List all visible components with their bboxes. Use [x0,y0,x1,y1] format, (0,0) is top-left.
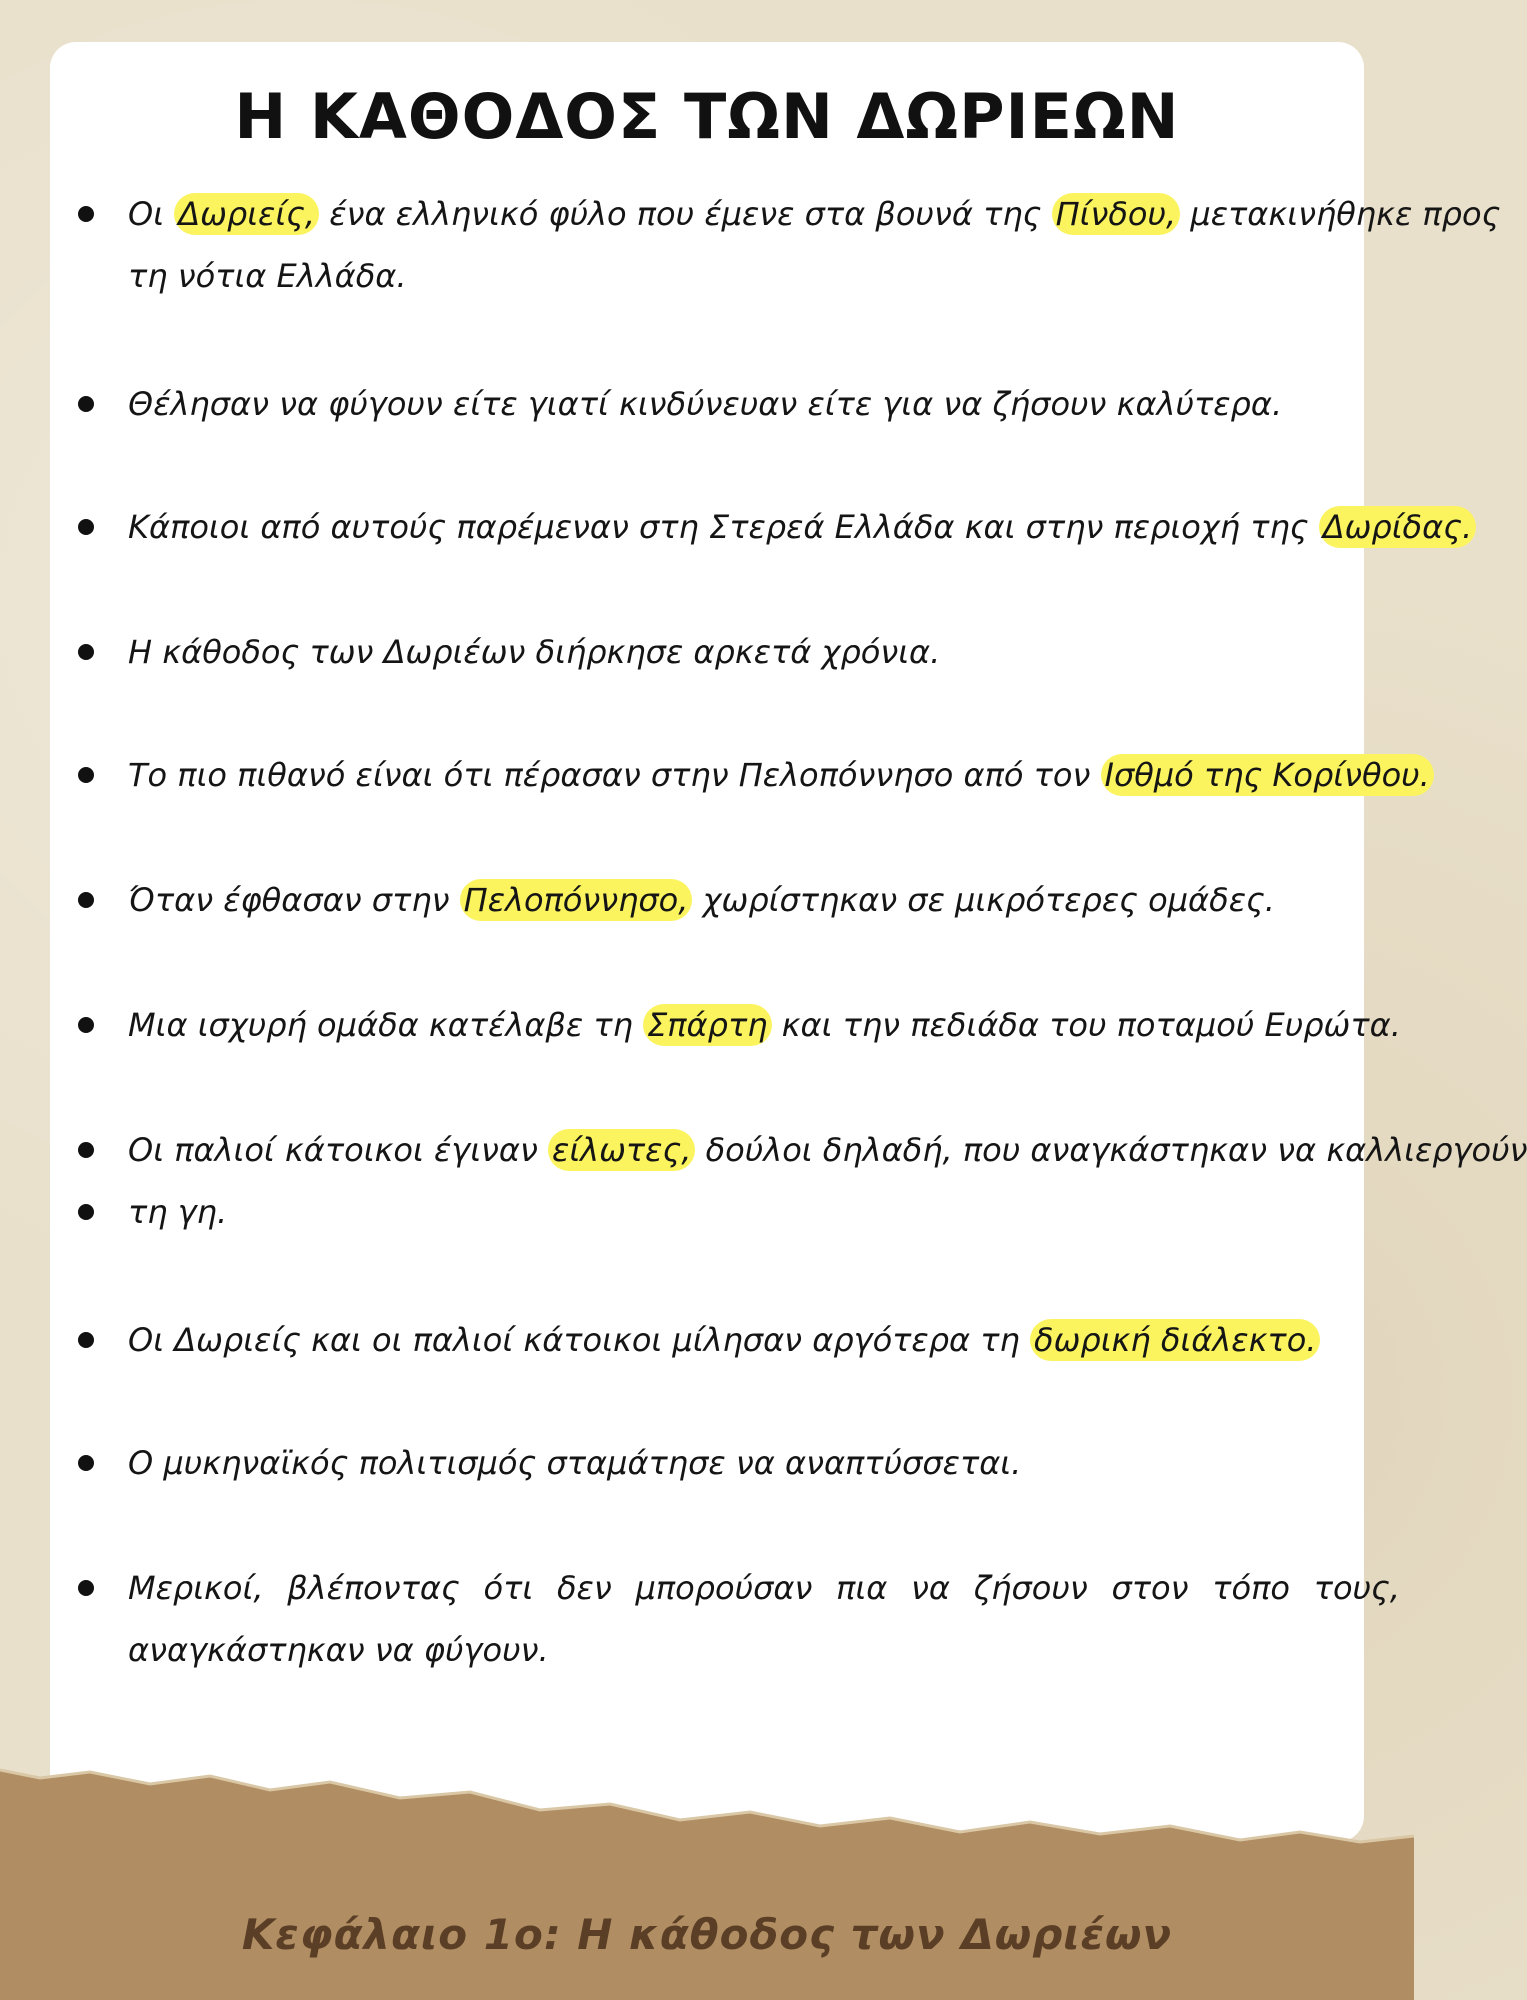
bullet-text: Θέλησαν να φύγουν είτε γιατί κινδύνευαν είτε για να ζήσουν καλύτερα. [128,385,1283,423]
bullet-dot [78,1204,94,1220]
bullet-text: Το πιο πιθανό είναι ότι πέρασαν στην Πελοπόννησο από τον Ισθμό της Κορίνθου. [128,753,1434,797]
bullet-text: Οι Δωριείς και οι παλιοί κάτοικοι μίλησαν αργότερα τη δωρική διάλεκτο. [128,1318,1320,1362]
highlight: Πίνδου, [1052,193,1181,235]
highlight: Δωρίδας. [1319,506,1476,548]
bullet-text: Κάποιοι από αυτούς παρέμεναν στη Στερεά Ελλάδα και στην περιοχή της Δωρίδας. [128,505,1476,549]
bullet-text: Οι παλιοί κάτοικοι έγιναν είλωτες, δούλοι δηλαδή, που αναγκάστηκαν να καλλιεργούν [128,1131,1527,1169]
footer-chapter-title: Κεφάλαιο 1ο: Η κάθοδος των Δωριέων [241,1910,1173,1959]
bullet-dot [78,1142,94,1158]
highlight: δωρική διάλεκτο. [1030,1319,1320,1361]
highlight: Ισθμό της Κορίνθου. [1101,754,1434,796]
bullet-dot [78,644,94,660]
highlight: είλωτες, [548,1129,695,1171]
highlight: Σπάρτη [643,1004,771,1046]
highlight: Δωριείς, [174,193,319,235]
bullet-dot [78,1580,94,1596]
bullet-text: Όταν έφθασαν στην Πελοπόννησο, χωρίστηκαν σε μικρότερες ομάδες. [128,881,1275,919]
page-title: Η ΚΑΘΟΔΟΣ ΤΩΝ ΔΩΡΙΕΩΝ [234,80,1180,153]
bullet-dot [78,767,94,783]
bullet-dot [78,1332,94,1348]
bullet-dot [78,396,94,412]
bullet-dot [78,1017,94,1033]
highlight: Πελοπόννησο, [460,879,693,921]
bullet-dot [78,519,94,535]
bullet-text: Οι Δωριείς, ένα ελληνικό φύλο που έμενε στα βουνά της Πίνδου, μετακινήθηκε προς [128,195,1501,233]
bullet-text-continued: τη γη. [128,1193,228,1231]
bullet-text-continued: τη νότια Ελλάδα. [128,257,407,295]
bullet-text: Μια ισχυρή ομάδα κατέλαβε τη Σπάρτη και την πεδιάδα του ποταμού Ευρώτα. [128,1006,1401,1044]
bullet-dot [78,892,94,908]
bullet-dot [78,206,94,222]
bullet-text-continued: αναγκάστηκαν να φύγουν. [128,1631,549,1669]
torn-paper-strip [0,1770,1414,2000]
bullet-dot [78,1455,94,1471]
bullet-text: Η κάθοδος των Δωριέων διήρκησε αρκετά χρόνια. [128,633,941,671]
bullet-text: Μερικοί, βλέποντας ότι δεν μπορούσαν πια να ζήσουν στον τόπο τους, [128,1569,1400,1607]
bullet-text: Ο μυκηναϊκός πολιτισμός σταμάτησε να αναπτύσσεται. [128,1444,1022,1482]
